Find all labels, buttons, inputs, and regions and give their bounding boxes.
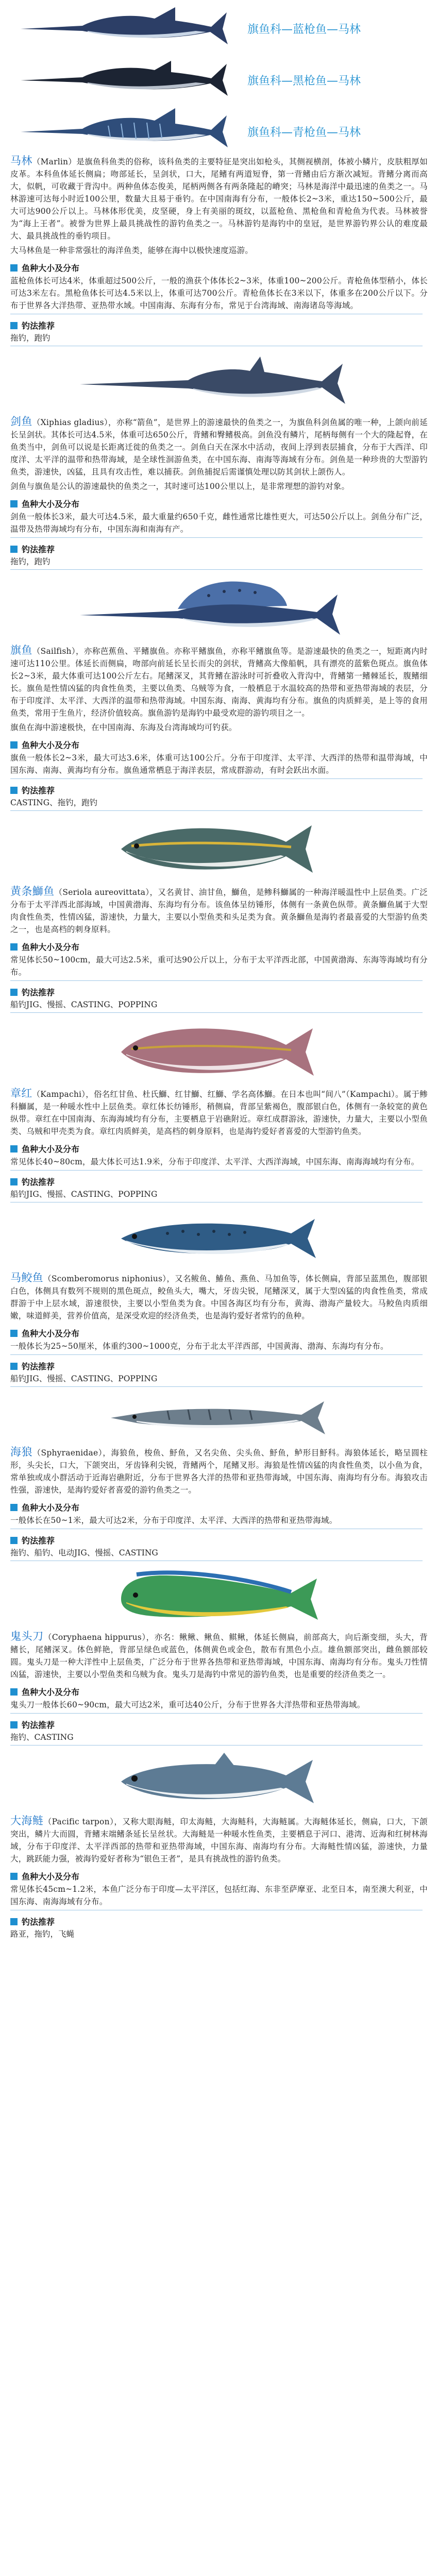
kampachi-method-heading: 钓法推荐: [10, 1176, 428, 1188]
barracuda-method-text: 拖钓、船钓、电动JIG、慢摇、CASTING: [10, 1548, 158, 1557]
barracuda-section: [0, 1389, 438, 1561]
mahi-size-text: 鬼头刀一般体长60~90cm，最大可达2米，重可达40公斤，分布于世界各大洋热带和亚热带海域。: [10, 1700, 365, 1709]
divider: [10, 1170, 423, 1171]
tarpon-illustration: [111, 1748, 327, 1815]
amberjack-section: [0, 813, 438, 1013]
barracuda-name: 海狼: [10, 1446, 33, 1458]
blue-square-icon: [10, 264, 18, 272]
blue-square-icon: [10, 1504, 18, 1511]
marlin-size-text: 蓝枪鱼体长可达4米，体重超过500公斤，一般的渔获个体体长2~3米，体重100~200公斤。青枪鱼体型稍小，体长可达3米左右。黑枪鱼体长可达4.5米以上，体重可达700公斤。青枪鱼体长在3米以下，体重多在200公斤以下。分布于世界各大洋热带、亚热带水域。中国南海、东海有分布，常见于台湾海域、南海诸岛等海域。: [10, 276, 428, 310]
swordfish-intro-paragraph: 剑鱼（Xiphias gladius），亦称“箭鱼”，是世界上的游速最快的鱼类之一，为旗鱼科剑鱼属的唯一种，上颌向前延长呈剑状。其体长可达4.5米，体重可达650公斤，背鳍和臀鳍极高。剑鱼没有鳞片，尾柄每侧有一个大的隆起脊，在鱼类当中，剑鱼可以说是长距离迁徙的鱼类之一。剑鱼白天在深水中活动，夜间上浮到表层捕食，分布于大西洋、印度洋、太平洋的温带和热带海域，是全球性洄游鱼类，在中国东海、南海等海域有分布。剑鱼是一种珍贵的大型游钓鱼类，游速快，凶猛，且具有攻击性，难以捕获。剑鱼捕捉后需谨慎处理以防其剑状上颌伤人。: [10, 415, 428, 477]
amberjack-name: 黄条鰤鱼: [10, 885, 55, 897]
blue-marlin-illustration: [21, 2, 237, 51]
divider: [10, 980, 423, 981]
kampachi-size-text: 常见体长40~80cm，最大体长可达1.9米，分布于印度洋、太平洋、大西洋海域，中国东海、南海海域均有分布。: [10, 1157, 419, 1166]
tarpon-intro-paragraph: 大海鲢（Pacific tarpon），又称大眼海鲢，印太海鲢，大海鲢科，大海鲢属。大海鲢体延长，侧扁，口大，下颌突出，鳞片大而圆，背鳍末端鳍条延长呈丝状。大海鲢是一种暖水性鱼类，主要栖息于河口、港湾、近海和红树林海域，分布于印度洋、太平洋西部的热带和亚热带海域，中国东海、南海均有分布。大海鲢性情凶猛，游速快，力量大，跳跃能力强，被海钓爱好者称为“银色王者”，是具有挑战性的游钓鱼类。: [10, 1815, 428, 1863]
mackerel-section: [0, 1205, 438, 1387]
black-marlin-illustration: [21, 54, 237, 103]
mackerel-illustration: [111, 1205, 327, 1272]
mackerel-size-heading: 鱼种大小及分布: [10, 1327, 428, 1339]
blue-square-icon: [10, 1363, 18, 1370]
kampachi-section: [0, 1015, 438, 1202]
divider: [10, 1012, 423, 1013]
blue-square-icon: [10, 1537, 18, 1544]
marlin-row-blue: [0, 0, 438, 52]
sailfish-illustration: [75, 572, 363, 644]
tarpon-method-heading: 钓法推荐: [10, 1916, 428, 1927]
blue-square-icon: [10, 989, 18, 996]
mahi-method-heading: 钓法推荐: [10, 1719, 428, 1731]
sailfish-method-text: CASTING、拖钓，跑钓: [10, 798, 98, 807]
blue-square-icon: [10, 1330, 18, 1337]
mackerel-intro-paragraph: 马鲛鱼（Scomberomorus niphonius），又名鲅鱼、鰆鱼、燕鱼、马加鱼等，体长侧扁，背部呈蓝黑色，腹部银白色，体侧具有数列不规则的黑色斑点，鲛鱼头大，嘴大，牙齿尖锐，尾鳍深叉，属于大型凶猛的肉食性鱼类，常成群游于中上层水域，游速很快，主要以小型鱼类为食。中国各海区均有分布，黄海、渤海产量较大。马鲛鱼肉质细嫩，味道鲜美，营养价值高，是深受欢迎的经济鱼类，也是海钓爱好者常钓的鱼种。: [10, 1272, 428, 1320]
barracuda-size-heading: 鱼种大小及分布: [10, 1501, 428, 1513]
marlin-row-striped: [0, 103, 438, 155]
sailfish-size-heading: 鱼种大小及分布: [10, 739, 428, 751]
blue-square-icon: [10, 943, 18, 951]
blue-square-icon: [10, 1178, 18, 1185]
mahi-section: [0, 1563, 438, 1745]
barracuda-method-heading: 钓法推荐: [10, 1534, 428, 1546]
mahi-method-text: 拖钓、CASTING: [10, 1733, 74, 1742]
marlin-intro-paragraph: 马林（Marlin）是旗鱼科鱼类的俗称，该科鱼类的主要特征是突出如枪头，其侧视横剖，体被小鳞片，皮肤粗厚如皮革。本科鱼体延长侧扁；吻部延长，呈剑状，口大，尾鳍有两道短脊，第一背鳍由后方渐次减短。背鳍分离而高大，似帆，可收藏于背沟中。两种鱼体态俊美，尾柄两侧各有两条隆起的嵴突；马林是海洋中最迅速的鱼类之一。马林游速可达每小时近100公里，数量大且易于垂钓。在中国南海有分布，一般体长2~3米，重达150~500公斤，最大可达900公斤以上。马林体形优美，皮坚硬，身上有美丽的斑纹，以蓝枪鱼、黑枪鱼和青枪鱼为代表。马林被誉为“海上王者”。被誉为世界上最具挑战性的游钓鱼类之一。马林游钓是海钓中的皇冠，是世界游钓界公认的难度最大、最具挑战性的垂钓项目。: [10, 155, 428, 241]
mackerel-name: 马鲛鱼: [10, 1272, 44, 1284]
amberjack-size-text: 常见体长50~100cm，最大可达2.5米，重可达90公斤以上，分布于太平洋西北部，中国黄渤海、东海等海域均有分布。: [10, 955, 428, 977]
amberjack-illustration: [111, 813, 327, 885]
swordfish-size-text: 剑鱼一般体长3米，最大可达4.5米，最大重量约650千克，雌性通常比雄性更大，可达50公斤以上。剑鱼分布广泛，温带及热带海域均有分布，中国东海和南海有产。: [10, 512, 428, 534]
mackerel-size-text: 一般体长为25~50厘米，体重约300~1000克，分布于北太平洋西部，中国黄海、渤海、东海均有分布。: [10, 1342, 389, 1351]
blue-square-icon: [10, 1145, 18, 1153]
marlin-size-heading: 鱼种大小及分布: [10, 262, 428, 274]
swordfish-method-text: 拖钓，跑钓: [10, 557, 50, 566]
tarpon-name: 大海鲢: [10, 1815, 44, 1827]
blue-square-icon: [10, 546, 18, 553]
mahi-illustration: [106, 1563, 332, 1630]
tarpon-section: [0, 1748, 438, 1946]
kampachi-method-text: 船钓JIG、慢摇、CASTING、POPPING: [10, 1190, 158, 1199]
blue-square-icon: [10, 1918, 18, 1925]
divider: [10, 537, 423, 538]
tarpon-size-heading: 鱼种大小及分布: [10, 1870, 428, 1882]
kampachi-intro-paragraph: 章红（Kampachi），俗名红甘鱼、杜氏鰤、红甘鰤、红鰤、学名高体鰤。在日本也叫“间八”（Kampachi）。属于鲹科鰤属，是一种暖水性中上层鱼类。章红体长纺锤形，稍侧扁，背部呈紫褐色，腹部银白色，体侧有一条较宽的黄色纵带。章红在中国南海、东海海域均有分布，主要栖息于岩礁附近。章红成群游泳，游速快，力量大，主要以小型鱼类、乌贼和甲壳类为食。章红肉质鲜美，是高档的刺身原料，也是海钓爱好者喜爱的大型游钓鱼类。: [10, 1087, 428, 1136]
marlin-name: 马林: [10, 155, 32, 167]
marlin-intro-paragraph-2: 大马林鱼是一种非常强壮的海洋鱼类，能够在海中以极快速度巡游。: [10, 246, 254, 255]
blue-square-icon: [10, 741, 18, 749]
marlin-label-striped: 旗鱼科—青枪鱼—马林: [247, 126, 361, 139]
marlin-label-black: 旗鱼科—黑枪鱼—马林: [247, 75, 361, 88]
divider: [10, 810, 423, 811]
barracuda-size-text: 一般体长在50~1米，最大可达2米，分布于印度洋、太平洋、大西洋的热带和亚热带海域。: [10, 1516, 338, 1525]
sailfish-intro-paragraph-2: 旗鱼在海中游速极快，在中国南海、东海及台湾海域均可钓获。: [10, 723, 237, 732]
marlin-row-black: [0, 52, 438, 103]
mackerel-method-heading: 钓法推荐: [10, 1360, 428, 1372]
tarpon-size-text: 常见体长45cm~1.2米，本鱼广泛分布于印度—太平洋区，包括红海、东非至萨摩亚、北至日本，南至澳大利亚，中国东海、南海海域有分布。: [10, 1885, 428, 1906]
mahi-size-heading: 鱼种大小及分布: [10, 1686, 428, 1698]
swordfish-illustration: [75, 348, 363, 415]
sailfish-name: 旗鱼: [10, 644, 32, 656]
marlin-label-blue: 旗鱼科—蓝枪鱼—马林: [247, 23, 361, 36]
amberjack-method-heading: 钓法推荐: [10, 986, 428, 998]
marlin-section: [0, 155, 438, 346]
striped-marlin-illustration: [21, 105, 237, 154]
divider: [10, 778, 423, 779]
marlin-header: [0, 0, 438, 155]
barracuda-intro-paragraph: 海狼（Sphyraenidae），海狼鱼，梭鱼、魣鱼，又名尖鱼、尖头鱼、魣鱼，鲈形目魣科。海狼体延长，略呈圆柱形，头尖长，口大，下颌突出，牙齿锋利尖锐，背鳍两个，尾鳍叉形。海狼是性情凶猛的肉食性鱼类，以小鱼为食，常单独或成小群活动于近海岩礁附近，分布于世界各大洋的热带和亚热带海域，中国东海、南海均有分布。海狼攻击性强，游速快，是海钓爱好者喜爱的游钓鱼类之一。: [10, 1446, 428, 1495]
mahi-name: 鬼头刀: [10, 1630, 44, 1642]
tarpon-method-text: 路亚，拖钓，飞蝇: [10, 1929, 75, 1939]
divider: [10, 1386, 423, 1387]
divider: [10, 1713, 423, 1714]
kampachi-illustration: [111, 1015, 327, 1087]
swordfish-intro-paragraph-2: 剑鱼与旗鱼是公认的游速最快的鱼类之一，其时速可达100公里以上，是非常理想的游钓对象。: [10, 482, 350, 491]
sailfish-section: [0, 572, 438, 811]
blue-square-icon: [10, 500, 18, 507]
mahi-intro-paragraph: 鬼头刀（Coryphaena hippurus），亦名：鳅鳅、鳅鱼、鲯鳅，体延长侧扁，前部高大，向后渐变细，头大，背鳍长，尾鳍深叉。体色鲜艳，背部呈绿色或蓝色，体侧黄色或金色，散布有黑色小点。雄鱼额部突出，雌鱼额部较圆。鬼头刀是一种大洋性中上层鱼类，广泛分布于世界各热带和亚热带海域，中国东海、南海均有分布。鬼头刀性情凶猛，游速快，主要以小型鱼类和乌贼为食。鬼头刀是海钓中常见的游钓鱼类，也是重要的经济鱼类之一。: [10, 1630, 428, 1679]
blue-square-icon: [10, 1688, 18, 1696]
swordfish-method-heading: 钓法推荐: [10, 543, 428, 555]
bottom-spacer: [10, 1941, 428, 1946]
mackerel-method-text: 船钓JIG、慢摇、CASTING、POPPING: [10, 1374, 158, 1383]
barracuda-illustration: [106, 1389, 332, 1446]
divider: [10, 1354, 423, 1355]
swordfish-size-heading: 鱼种大小及分布: [10, 498, 428, 510]
marlin-method-heading: 钓法推荐: [10, 319, 428, 331]
amberjack-size-heading: 鱼种大小及分布: [10, 941, 428, 953]
kampachi-name: 章红: [10, 1087, 32, 1099]
sailfish-size-text: 旗鱼一般体长2~3米，最大可达3.6米，体重可达100公斤。分布于印度洋、太平洋、大西洋的热带和温带海域，中国东海、南海、黄海均有分布。旗鱼通常栖息于海洋表层，常成群游动，有时会跃出水面。: [10, 753, 428, 775]
sailfish-intro-paragraph: 旗鱼（Sailfish），亦称芭蕉鱼、平鳍旗鱼。亦称平鳍旗鱼，亦称平鳍旗鱼等。是游速最快的鱼类之一，短距离内时速可达110公里。体延长而侧扁，吻部向前延长呈长而尖的剑状，背鳍高大像船帆，具有漂亮的蓝紫色斑点。旗鱼体长2~3米，最大体重可达100公斤左右。尾鳍深叉，其背鳍在游泳时可折叠收入背沟中，背鳍第一鳍棘延长，腹鳍细长。旗鱼是性情凶猛的肉食性鱼类，主要以鱼类、乌贼等为食，一般栖息于水温较高的热带和亚热带海域的表层，分布于印度洋、太平洋、大西洋的温带和热带海域。中国东海、南海、黄海均有分布。旗鱼的肉质鲜美，是上等的食用鱼类，常用于生鱼片，经济价值较高。旗鱼游钓是海钓中最受欢迎的游钓项目之一。: [10, 644, 428, 718]
swordfish-name: 剑鱼: [10, 415, 32, 428]
kampachi-size-heading: 鱼种大小及分布: [10, 1143, 428, 1155]
divider: [10, 569, 423, 570]
amberjack-method-text: 船钓JIG、慢摇、CASTING、POPPING: [10, 1000, 158, 1009]
sailfish-method-heading: 钓法推荐: [10, 784, 428, 796]
blue-square-icon: [10, 1721, 18, 1728]
blue-square-icon: [10, 1873, 18, 1880]
amberjack-intro-paragraph: 黄条鰤鱼（Seriola aureovittata），又名黄甘、油甘鱼，鰤鱼，是鲹科鰤属的一种海洋暖温性中上层鱼类。广泛分布于太平洋西北部海域，中国黄渤海、东海均有分布。该鱼体呈纺锤形，体侧有一条黄色纵带。黄条鰤鱼属于大型肉食性鱼类，性情凶猛，游速快，力量大，主要以小型鱼类和头足类为食。黄条鰤鱼是海钓者最喜爱的大型游钓鱼类之一，也是高档的刺身原料。: [10, 885, 428, 934]
marlin-method-text: 拖钓，跑钓: [10, 333, 50, 343]
blue-square-icon: [10, 787, 18, 794]
blue-square-icon: [10, 322, 18, 329]
swordfish-section: [0, 348, 438, 570]
